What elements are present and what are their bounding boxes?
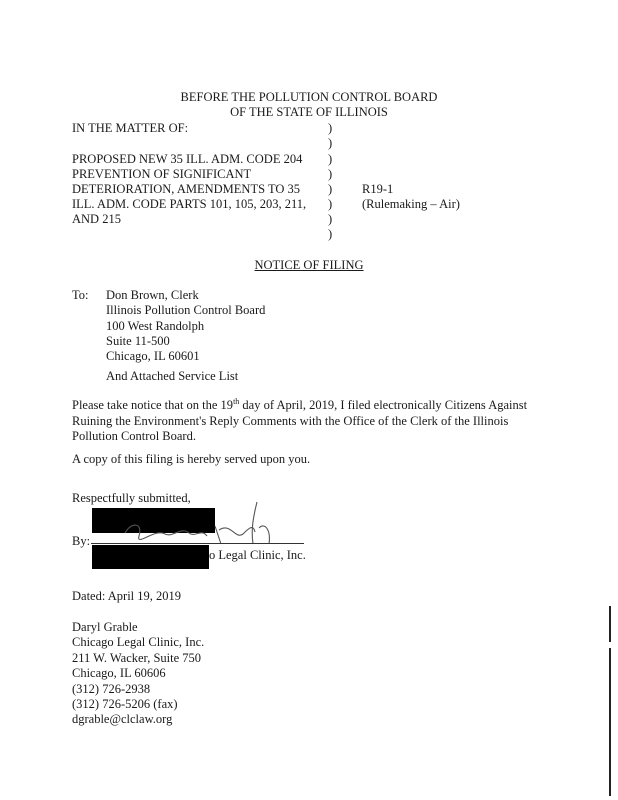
paren: ) <box>328 197 333 211</box>
contact-line: 211 W. Wacker, Suite 750 <box>72 650 202 665</box>
paren: ) <box>328 182 333 196</box>
matter-line-3: DETERIORATION, AMENDMENTS TO 35 <box>72 182 301 196</box>
matter-line-2: PREVENTION OF SIGNIFICANT <box>72 167 252 181</box>
caption-line-2: OF THE STATE OF ILLINOIS <box>230 105 388 119</box>
paren: ) <box>328 152 333 166</box>
by-label: By: <box>72 534 91 548</box>
paren: ) <box>328 227 333 241</box>
contact-line: Chicago, IL 60606 <box>72 666 166 681</box>
contact-line: (312) 726-5206 (fax) <box>72 697 178 712</box>
recipient-line: Suite 11-500 <box>106 333 170 348</box>
redaction-block <box>92 545 209 569</box>
docket-number: R19-1 <box>362 182 394 196</box>
closing: Respectfully submitted, <box>72 491 191 505</box>
notice-title: NOTICE OF FILING <box>254 258 364 272</box>
recipient-line: 100 West Randolph <box>106 318 205 333</box>
matter-heading: IN THE MATTER OF: <box>72 121 189 135</box>
attached-service-list: And Attached Service List <box>106 369 239 383</box>
recipient-address <box>106 288 265 364</box>
recipient-line: Chicago, IL 60601 <box>106 349 200 364</box>
scan-edge-mark <box>609 606 611 642</box>
signer-organization: o Legal Clinic, Inc. <box>209 548 306 562</box>
scan-edge-mark <box>609 648 611 796</box>
notice-paragraph <box>72 398 552 445</box>
notice-text-end: day of April, 2019, I filed electronically Citizens Against Ruining the Environment's Reply Comments with the Office of the Clerk of the Illinois Pollution Control Board. <box>72 398 528 443</box>
matter-line-1: PROPOSED NEW 35 ILL. ADM. CODE 204 <box>72 152 303 166</box>
caption-line-1: BEFORE THE POLLUTION CONTROL BOARD <box>180 90 438 104</box>
recipient-line: Don Brown, Clerk <box>106 288 199 302</box>
contact-line: Daryl Grable <box>72 620 138 634</box>
paren: ) <box>328 136 333 150</box>
matter-line-5: AND 215 <box>72 212 121 226</box>
ordinal-suffix: th <box>233 396 240 406</box>
service-paragraph: A copy of this filing is hereby served upon you. <box>72 452 311 466</box>
recipient-line: Illinois Pollution Control Board <box>106 303 266 318</box>
paren: ) <box>328 212 333 226</box>
contact-line: (312) 726-2938 <box>72 681 151 696</box>
matter-line-4: ILL. ADM. CODE PARTS 101, 105, 203, 211, <box>72 197 307 211</box>
contact-block <box>72 620 204 728</box>
to-label: To: <box>72 288 89 302</box>
notice-text-start: Please take notice that on the 19 <box>72 398 234 412</box>
board-caption <box>0 90 618 120</box>
docket-type: (Rulemaking – Air) <box>362 197 460 211</box>
contact-line: Chicago Legal Clinic, Inc. <box>72 635 205 650</box>
paren: ) <box>328 167 333 181</box>
contact-line: dgrable@clclaw.org <box>72 712 173 727</box>
signature-line <box>91 543 304 544</box>
dated-line: Dated: April 19, 2019 <box>72 589 182 603</box>
paren: ) <box>328 121 333 135</box>
